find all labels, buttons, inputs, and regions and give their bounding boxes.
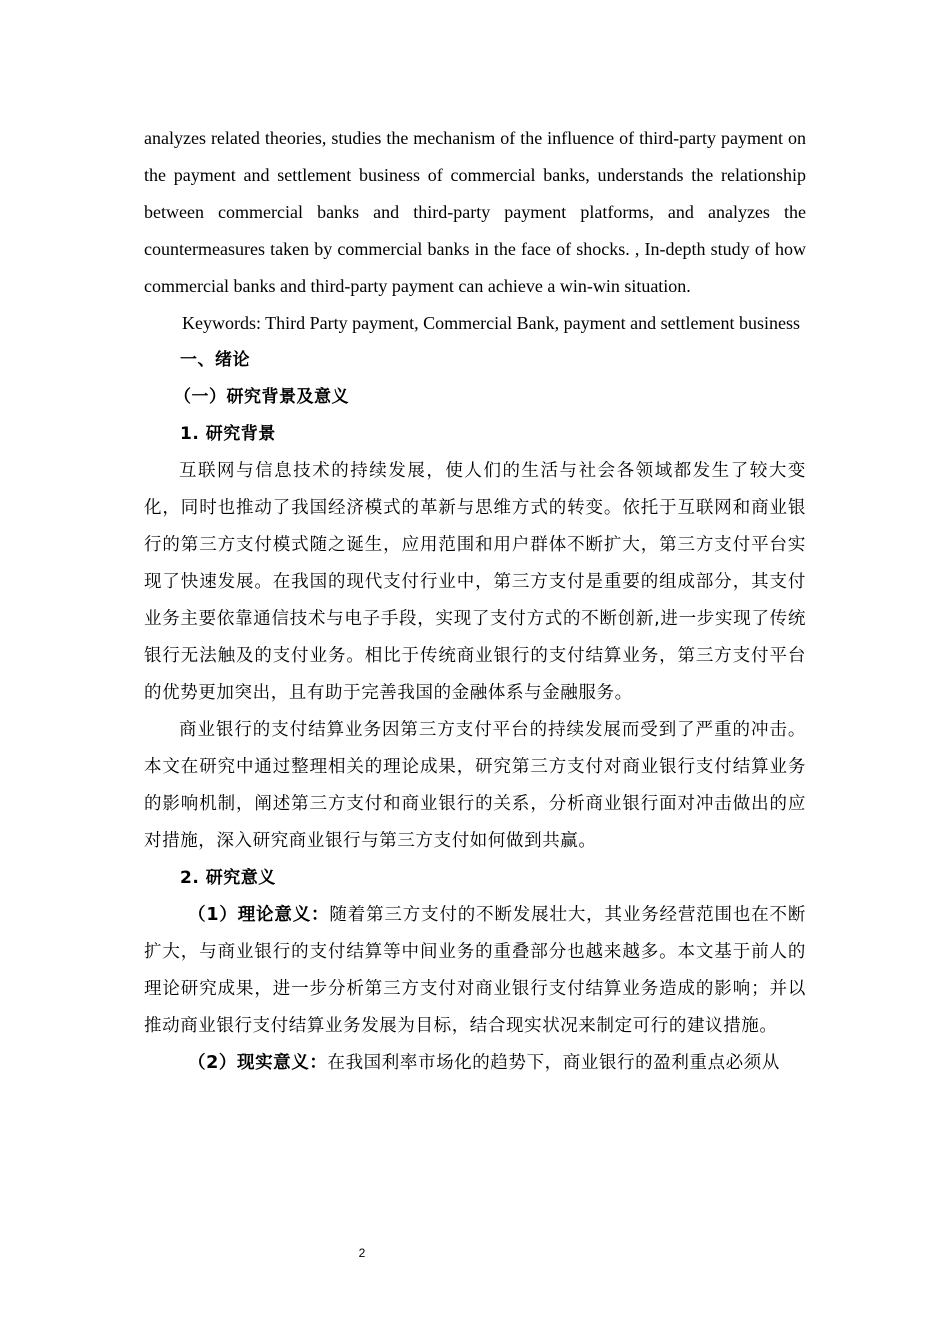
subsection-heading-background-significance: （一）研究背景及意义 [174, 387, 349, 407]
paragraph-theoretical-significance [144, 897, 806, 1045]
practical-significance-text: 在我国利率市场化的趋势下，商业银行的盈利重点必须从 [327, 1053, 780, 1073]
section-heading-introduction: 一、绪论 [180, 350, 250, 370]
paragraph-background-2: 商业银行的支付结算业务因第三方支付平台的持续发展而受到了严重的冲击。本文在研究中通过整理相关的理论成果，研究第三方支付对商业银行支付结算业务的影响机制，阐述第三方支付和商业银行的关系，分析商业银行面对冲击做出的应对措施，深入研究商业银行与第三方支付如何做到共赢。 [144, 720, 806, 851]
paragraph-background-1: 互联网与信息技术的持续发展，使人们的生活与社会各领域都发生了较大变化，同时也推动了我国经济模式的革新与思维方式的转变。依托于互联网和商业银行的第三方支付模式随之诞生，应用范围和用户群体不断扩大，第三方支付平台实现了快速发展。在我国的现代支付行业中，第三方支付是重要的组成部分，其支付业务主要依靠通信技术与电子手段，实现了支付方式的不断创新,进一步实现了传统银行无法触及的支付业务。相比于传统商业银行的支付结算业务，第三方支付平台的优势更加突出，且有助于完善我国的金融体系与金融服务。 [144, 461, 806, 703]
abstract-english-body: analyzes related theories, studies the mechanism of the influence of third-party payment on the payment and settlement business of commercial banks, understands the relationship between commercial banks and third-party payment platforms, and analyzes the countermeasures taken by commercial banks in the face of shocks. , In-depth study of how commercial banks and third-party payment can achieve a win-win situation. [144, 128, 806, 296]
theoretical-significance-text: 随着第三方支付的不断发展壮大，其业务经营范围也在不断扩大，与商业银行的支付结算等中间业务的重叠部分也越来越多。本文基于前人的理论研究成果，进一步分析第三方支付对商业银行支付结算业务造成的影响；并以推动商业银行支付结算业务发展为目标，结合现实状况来制定可行的建议措施。 [144, 905, 806, 1036]
abstract-keywords: Keywords: Third Party payment, Commercial Bank, payment and settlement business [182, 313, 801, 333]
page-number: 2 [358, 1246, 366, 1260]
practical-significance-label: （2）现实意义： [188, 1053, 328, 1073]
item-heading-research-background: 1. 研究背景 [180, 424, 276, 444]
item-heading-research-significance: 2. 研究意义 [180, 868, 276, 888]
theoretical-significance-label: （1）理论意义： [188, 905, 330, 925]
page-content [144, 120, 806, 1082]
paragraph-practical-significance [144, 1045, 806, 1082]
